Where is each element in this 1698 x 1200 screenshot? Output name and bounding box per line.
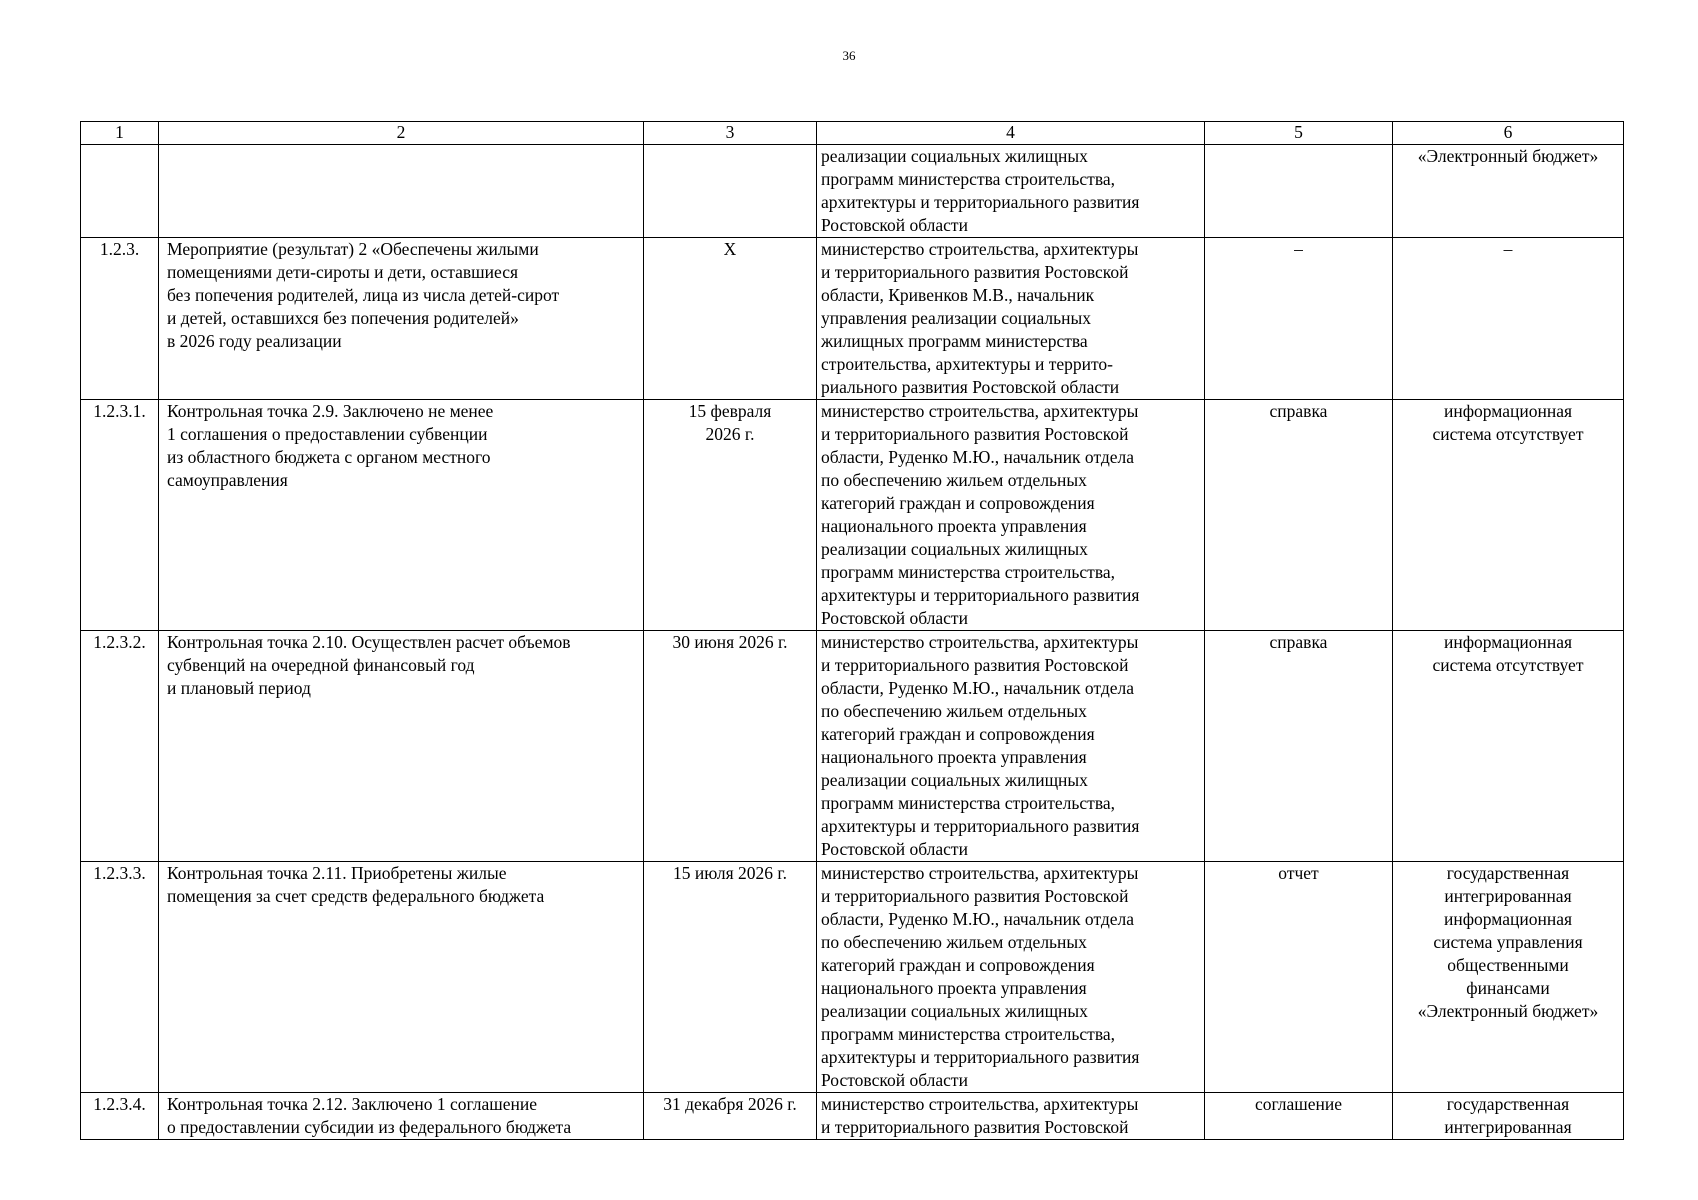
column-header: 6: [1393, 122, 1624, 145]
table-row: [81, 862, 1624, 1093]
page-number: 36: [842, 48, 856, 63]
row-number: 1.2.3.4.: [81, 1093, 159, 1140]
row-date: 15 февраля 2026 г.: [644, 400, 817, 631]
row-responsible: министерство строительства, архитектуры и территориального развития Ростовской области, Руденко М.Ю., начальник отдела по обеспечению жильем отдельных категорий граждан и сопровождения национального проекта управления реализации социальных жилищных программ министерства строительства, архитектуры и территориального развития Ростовской области: [817, 862, 1205, 1093]
table-row: [81, 400, 1624, 631]
row-responsible: министерство строительства, архитектуры и территориального развития Ростовской области, Руденко М.Ю., начальник отдела по обеспечению жильем отдельных категорий граждан и сопровождения национального проекта управления реализации социальных жилищных программ министерства строительства, архитектуры и территориального развития Ростовской области: [817, 400, 1205, 631]
row-system: «Электронный бюджет»: [1393, 145, 1624, 238]
row-responsible: министерство строительства, архитектуры и территориального развития Ростовской области, Руденко М.Ю., начальник отдела по обеспечению жильем отдельных категорий граждан и сопровождения национального проекта управления реализации социальных жилищных программ министерства строительства, архитектуры и территориального развития Ростовской области: [817, 631, 1205, 862]
column-header: 4: [817, 122, 1205, 145]
row-system: государственная интегрированная информационная система управления общественными финансами «Электронный бюджет»: [1393, 862, 1624, 1093]
row-responsible: министерство строительства, архитектуры и территориального развития Ростовской области, Кривенков М.В., начальник управления реализации социальных жилищных программ министерства строительства, архитектуры и террито- риального развития Ростовской области: [817, 238, 1205, 400]
row-name: Контрольная точка 2.11. Приобретены жилые помещения за счет средств федерального бюджета: [159, 862, 644, 1093]
row-system: информационная система отсутствует: [1393, 631, 1624, 862]
row-number: 1.2.3.: [81, 238, 159, 400]
column-header: 2: [159, 122, 644, 145]
row-name: Контрольная точка 2.10. Осуществлен расчет объемов субвенций на очередной финансовый год и плановый период: [159, 631, 644, 862]
row-number: 1.2.3.2.: [81, 631, 159, 862]
column-header: 3: [644, 122, 817, 145]
row-date: [644, 145, 817, 238]
row-document: соглашение: [1205, 1093, 1393, 1140]
row-document: [1205, 145, 1393, 238]
table-row: [81, 238, 1624, 400]
plan-table: [80, 121, 1624, 1140]
row-date: 15 июля 2026 г.: [644, 862, 817, 1093]
row-responsible: реализации социальных жилищных программ министерства строительства, архитектуры и территориального развития Ростовской области: [817, 145, 1205, 238]
row-date: 31 декабря 2026 г.: [644, 1093, 817, 1140]
table-row: [81, 145, 1624, 238]
row-name: Контрольная точка 2.12. Заключено 1 соглашение о предоставлении субсидии из федерального бюджета: [159, 1093, 644, 1140]
row-system: –: [1393, 238, 1624, 400]
row-date: Х: [644, 238, 817, 400]
row-name: Контрольная точка 2.9. Заключено не менее 1 соглашения о предоставлении субвенции из областного бюджета с органом местного самоуправления: [159, 400, 644, 631]
row-system: государственная интегрированная: [1393, 1093, 1624, 1140]
table-row: [81, 631, 1624, 862]
row-number: 1.2.3.1.: [81, 400, 159, 631]
row-name: [159, 145, 644, 238]
column-header: 1: [81, 122, 159, 145]
row-document: отчет: [1205, 862, 1393, 1093]
row-system: информационная система отсутствует: [1393, 400, 1624, 631]
column-header: 5: [1205, 122, 1393, 145]
row-document: –: [1205, 238, 1393, 400]
row-name: Мероприятие (результат) 2 «Обеспечены жилыми помещениями дети-сироты и дети, оставшиеся без попечения родителей, лица из числа детей-сирот и детей, оставшихся без попечения родителей» в 2026 году реализации: [159, 238, 644, 400]
row-document: справка: [1205, 631, 1393, 862]
row-responsible: министерство строительства, архитектуры и территориального развития Ростовской: [817, 1093, 1205, 1140]
row-number: [81, 145, 159, 238]
row-date: 30 июня 2026 г.: [644, 631, 817, 862]
table-row: [81, 1093, 1624, 1140]
table-header-row: [81, 122, 1624, 145]
row-number: 1.2.3.3.: [81, 862, 159, 1093]
row-document: справка: [1205, 400, 1393, 631]
